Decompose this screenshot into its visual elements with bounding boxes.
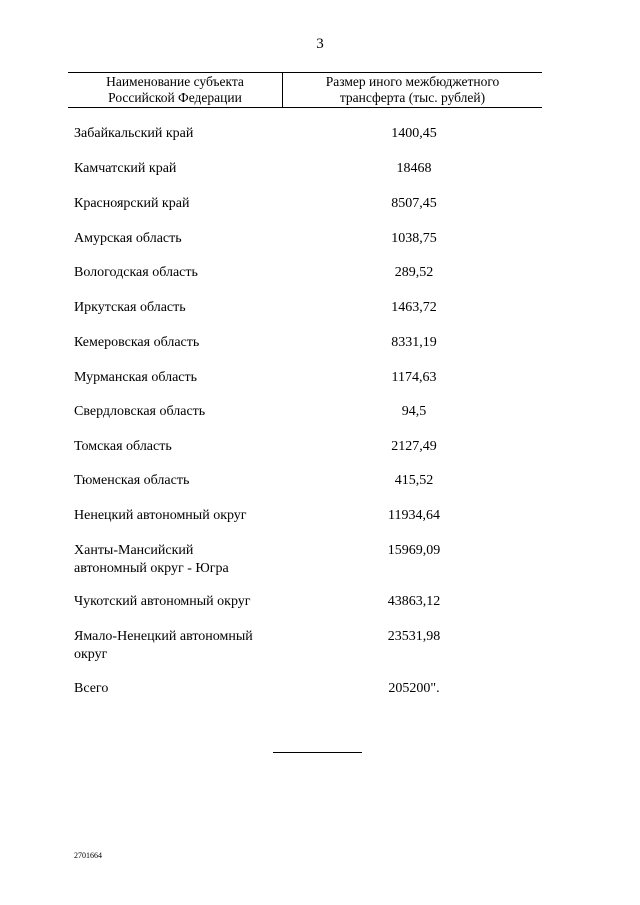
row-amount: 415,52 — [394, 473, 434, 488]
row-subject-name — [74, 472, 294, 490]
row-name-line1: Забайкальский край — [74, 126, 194, 141]
row-subject-name — [74, 369, 294, 387]
row-name-line1: Чукотский автономный округ — [74, 594, 251, 609]
row-name-line1: Красноярский край — [74, 196, 190, 211]
header-transfer-amount — [283, 73, 542, 107]
row-name-line1: Камчатский край — [74, 161, 177, 176]
row-subject-name — [74, 593, 294, 611]
header-subject-name-line2: Российской Федерации — [108, 90, 242, 105]
row-name-line1: Свердловская область — [74, 404, 206, 419]
row-amount: 18468 — [396, 161, 432, 176]
row-name-line1: Амурская область — [74, 231, 182, 246]
page-number: 3 — [316, 36, 324, 52]
row-amount: 1463,72 — [391, 300, 437, 315]
row-amount: 1038,75 — [391, 231, 437, 246]
row-name-line1: Вологодская область — [74, 265, 198, 280]
row-name-line1: Иркутская область — [74, 300, 186, 315]
footer-divider — [273, 752, 362, 753]
row-name-line1: Тюменская область — [74, 473, 190, 488]
header-subject-name — [68, 73, 283, 107]
row-subject-name — [74, 542, 294, 578]
row-amount: 1174,63 — [391, 370, 437, 385]
row-subject-name — [74, 160, 294, 178]
row-name-line1: Кемеровская область — [74, 335, 200, 350]
row-subject-name — [74, 438, 294, 456]
row-amount: 2127,49 — [391, 439, 437, 454]
row-total-label — [74, 680, 294, 698]
row-amount: 1400,45 — [391, 126, 437, 141]
row-subject-name — [74, 125, 294, 143]
row-subject-name — [74, 628, 294, 664]
row-amount: 289,52 — [394, 265, 434, 280]
row-amount: 11934,64 — [388, 508, 440, 523]
row-name-line1: Ханты-Мансийский — [74, 543, 194, 558]
row-amount: 8507,45 — [391, 196, 437, 211]
row-amount: 43863,12 — [387, 594, 441, 609]
row-name-line1: Ямало-Ненецкий автономный — [74, 629, 253, 644]
document-code: 2701664 — [74, 851, 102, 860]
row-subject-name — [74, 195, 294, 213]
row-subject-name — [74, 403, 294, 421]
row-amount: 8331,19 — [391, 335, 437, 350]
row-subject-name — [74, 507, 294, 525]
row-name-line2: округ — [74, 647, 108, 662]
row-amount: 94,5 — [401, 404, 427, 419]
row-name-line1: Ненецкий автономный округ — [74, 508, 247, 523]
header-transfer-amount-line1: Размер иного межбюджетного — [325, 74, 500, 89]
row-subject-name — [74, 230, 294, 248]
row-amount: 23531,98 — [387, 629, 441, 644]
row-name-line1: Всего — [74, 681, 109, 696]
row-total-amount: 205200". — [388, 681, 440, 696]
row-subject-name — [74, 299, 294, 317]
row-subject-name — [74, 334, 294, 352]
table-header — [68, 72, 542, 108]
row-amount: 15969,09 — [387, 543, 441, 558]
header-transfer-amount-line2: трансферта (тыс. рублей) — [339, 90, 486, 105]
row-subject-name — [74, 264, 294, 282]
row-name-line1: Томская область — [74, 439, 172, 454]
header-subject-name-line1: Наименование субъекта — [106, 74, 244, 89]
row-name-line2: автономный округ - Югра — [74, 561, 229, 576]
row-name-line1: Мурманская область — [74, 370, 198, 385]
